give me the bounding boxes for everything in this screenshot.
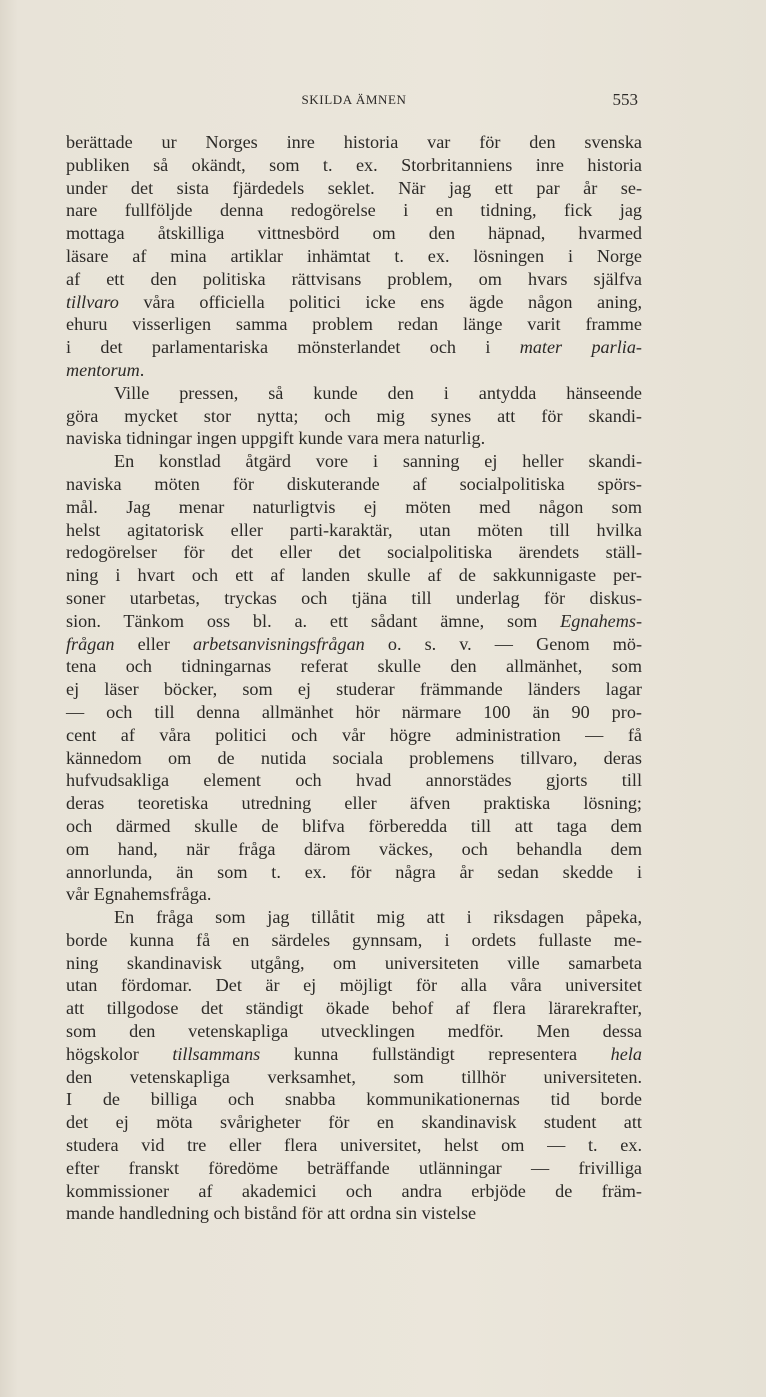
text-line: [66, 633, 642, 656]
text-segment: efter franskt föredöme beträffande utlänningar — frivilliga: [66, 1157, 642, 1178]
text-segment: mål. Jag menar naturligtvis ej möten med någon som: [66, 496, 642, 517]
text-line: [66, 313, 642, 336]
text-segment: naviska tidningar ingen uppgift kunde vara mera naturlig.: [66, 428, 486, 449]
text-line: [66, 564, 642, 587]
text-line: [66, 747, 642, 770]
text-segment: eller: [114, 633, 193, 654]
text-line: [66, 929, 642, 952]
text-line: [66, 792, 642, 815]
text-segment: som den vetenskapliga utvecklingen medför. Men dessa: [66, 1021, 642, 1042]
text-segment: hufvudsakliga element och hvad annorstädes gjorts till: [66, 770, 642, 791]
text-segment: cent af våra politici och vår högre administration — få: [66, 724, 642, 745]
text-line: [66, 1180, 642, 1203]
text-segment: Ville pressen, så kunde den i antydda hänseende: [114, 382, 642, 403]
text-line: [66, 883, 642, 906]
text-line: [66, 154, 642, 177]
text-segment: om hand, när fråga därom väckes, och behandla dem: [66, 838, 642, 859]
text-line: [66, 678, 642, 701]
text-line: [66, 199, 642, 222]
text-segment: våra officiella politici icke ens ägde någon aning,: [118, 291, 642, 312]
text-line: [66, 131, 642, 154]
italic-segment: tillsammans: [172, 1043, 261, 1064]
text-line: [66, 1043, 642, 1066]
text-line: [66, 496, 642, 519]
text-line: [66, 1134, 642, 1157]
text-segment: kännedom om de nutida sociala problemens tillvaro, deras: [66, 747, 642, 768]
text-line: [66, 405, 642, 428]
running-title: SKILDA ÄMNEN: [301, 92, 407, 107]
text-segment: att tillgodose det ständigt ökade behof af flera lärarekrafter,: [66, 998, 642, 1019]
text-segment: ning skandinavisk utgång, om universiteten ville samarbeta: [66, 952, 642, 973]
text-line: [66, 1020, 642, 1043]
text-line: [66, 769, 642, 792]
text-segment: nare fullföljde denna redogörelse i en tidning, fick jag: [66, 200, 642, 221]
text-line: [66, 359, 642, 382]
text-segment: redogörelser för det eller det socialpolitiska ärendets ställ-: [66, 542, 642, 563]
text-line: [66, 177, 642, 200]
text-segment: den vetenskapliga verksamhet, som tillhör universiteten.: [66, 1066, 642, 1087]
page-number: 553: [612, 90, 638, 109]
text-segment: utan fördomar. Det är ej möjligt för alla våra universitet: [66, 975, 642, 996]
text-line: [66, 427, 642, 450]
text-line: [66, 450, 642, 473]
text-segment: soner utarbetas, tryckas och tjäna till underlag för diskus-: [66, 587, 642, 608]
text-line: [66, 861, 642, 884]
text-line: [66, 336, 642, 359]
running-header: [66, 92, 642, 112]
text-segment: mande handledning och bistånd för att ordna sin vistelse: [66, 1203, 477, 1224]
text-segment: publiken så okändt, som t. ex. Storbritanniens inre historia: [66, 154, 642, 175]
text-line: [66, 382, 642, 405]
text-line: [66, 974, 642, 997]
italic-segment: mentorum: [66, 359, 140, 380]
text-segment: mottaga åtskilliga vittnesbörd om den häpnad, hvarmed: [66, 223, 642, 244]
italic-segment: mater parlia-: [519, 337, 642, 358]
text-segment: En fråga som jag tillåtit mig att i riksdagen påpeka,: [114, 907, 642, 928]
text-segment: — och till denna allmänhet hör närmare 100 än 90 pro-: [66, 701, 642, 722]
italic-segment: tillvaro: [66, 291, 119, 312]
text-segment: ej läser böcker, som ej studerar främmande länders lagar: [66, 679, 642, 700]
text-line: [66, 610, 642, 633]
italic-segment: hela: [610, 1043, 642, 1064]
text-line: [66, 1066, 642, 1089]
text-segment: naviska möten för diskuterande af socialpolitiska spörs-: [66, 473, 642, 494]
text-segment: I de billiga och snabba kommunikationernas tid borde: [66, 1089, 642, 1110]
text-line: [66, 222, 642, 245]
text-line: [66, 997, 642, 1020]
text-segment: kunna fullständigt representera: [260, 1043, 611, 1064]
text-segment: under det sista fjärdedels seklet. När jag ett par år se-: [66, 177, 642, 198]
italic-segment: arbetsanvisningsfrågan: [192, 633, 365, 654]
text-line: [66, 473, 642, 496]
text-segment: högskolor: [66, 1043, 173, 1064]
text-segment: och därmed skulle de blifva förberedda till att taga dem: [66, 815, 642, 836]
text-segment: studera vid tre eller flera universitet, helst om — t. ex.: [66, 1135, 642, 1156]
text-line: [66, 815, 642, 838]
text-line: [66, 268, 642, 291]
text-line: [66, 1111, 642, 1134]
text-segment: sion. Tänkom oss bl. a. ett sådant ämne, som: [66, 610, 561, 631]
text-segment: af ett den politiska rättvisans problem, om hvars själfva: [66, 268, 642, 289]
italic-segment: frågan: [66, 633, 115, 654]
text-line: [66, 1088, 642, 1111]
text-segment: borde kunna få en särdeles gynnsam, i ordets fullaste me-: [66, 929, 642, 950]
italic-segment: Egnahems-: [560, 610, 642, 631]
text-line: [66, 519, 642, 542]
text-segment: kommissioner af akademici och andra erbjöde de främ-: [66, 1180, 642, 1201]
text-segment: En konstlad åtgärd vore i sanning ej heller skandi-: [114, 451, 642, 472]
text-segment: ehuru visserligen samma problem redan länge varit framme: [66, 314, 642, 335]
text-segment: deras teoretiska utredning eller äfven praktiska lösning;: [66, 793, 642, 814]
text-segment: .: [139, 359, 145, 380]
text-segment: vår Egnahemsfråga.: [66, 884, 212, 905]
text-segment: det ej möta svårigheter för en skandinavisk student att: [66, 1112, 642, 1133]
text-line: [66, 724, 642, 747]
text-segment: annorlunda, än som t. ex. för några år sedan skedde i: [66, 861, 642, 882]
text-line: [66, 291, 642, 314]
text-line: [66, 701, 642, 724]
text-segment: o. s. v. — Genom mö-: [364, 633, 642, 654]
text-line: [66, 245, 642, 268]
text-line: [66, 655, 642, 678]
text-line: [66, 906, 642, 929]
body-text: [66, 131, 642, 1225]
text-segment: berättade ur Norges inre historia var för den svenska: [66, 132, 642, 152]
text-line: [66, 541, 642, 564]
text-line: [66, 838, 642, 861]
text-segment: tena och tidningarnas referat skulle den allmänhet, som: [66, 656, 642, 677]
text-segment: göra mycket stor nytta; och mig synes att för skandi-: [66, 405, 642, 426]
text-line: [66, 1202, 642, 1225]
text-segment: ning i hvart och ett af landen skulle af de sakkunnigaste per-: [66, 565, 642, 586]
text-segment: helst agitatorisk eller parti-karaktär, utan möten till hvilka: [66, 519, 642, 540]
text-line: [66, 587, 642, 610]
text-line: [66, 952, 642, 975]
text-segment: i det parlamentariska mönsterlandet och i: [66, 337, 520, 358]
text-segment: läsare af mina artiklar inhämtat t. ex. lösningen i Norge: [66, 245, 642, 266]
text-line: [66, 1157, 642, 1180]
